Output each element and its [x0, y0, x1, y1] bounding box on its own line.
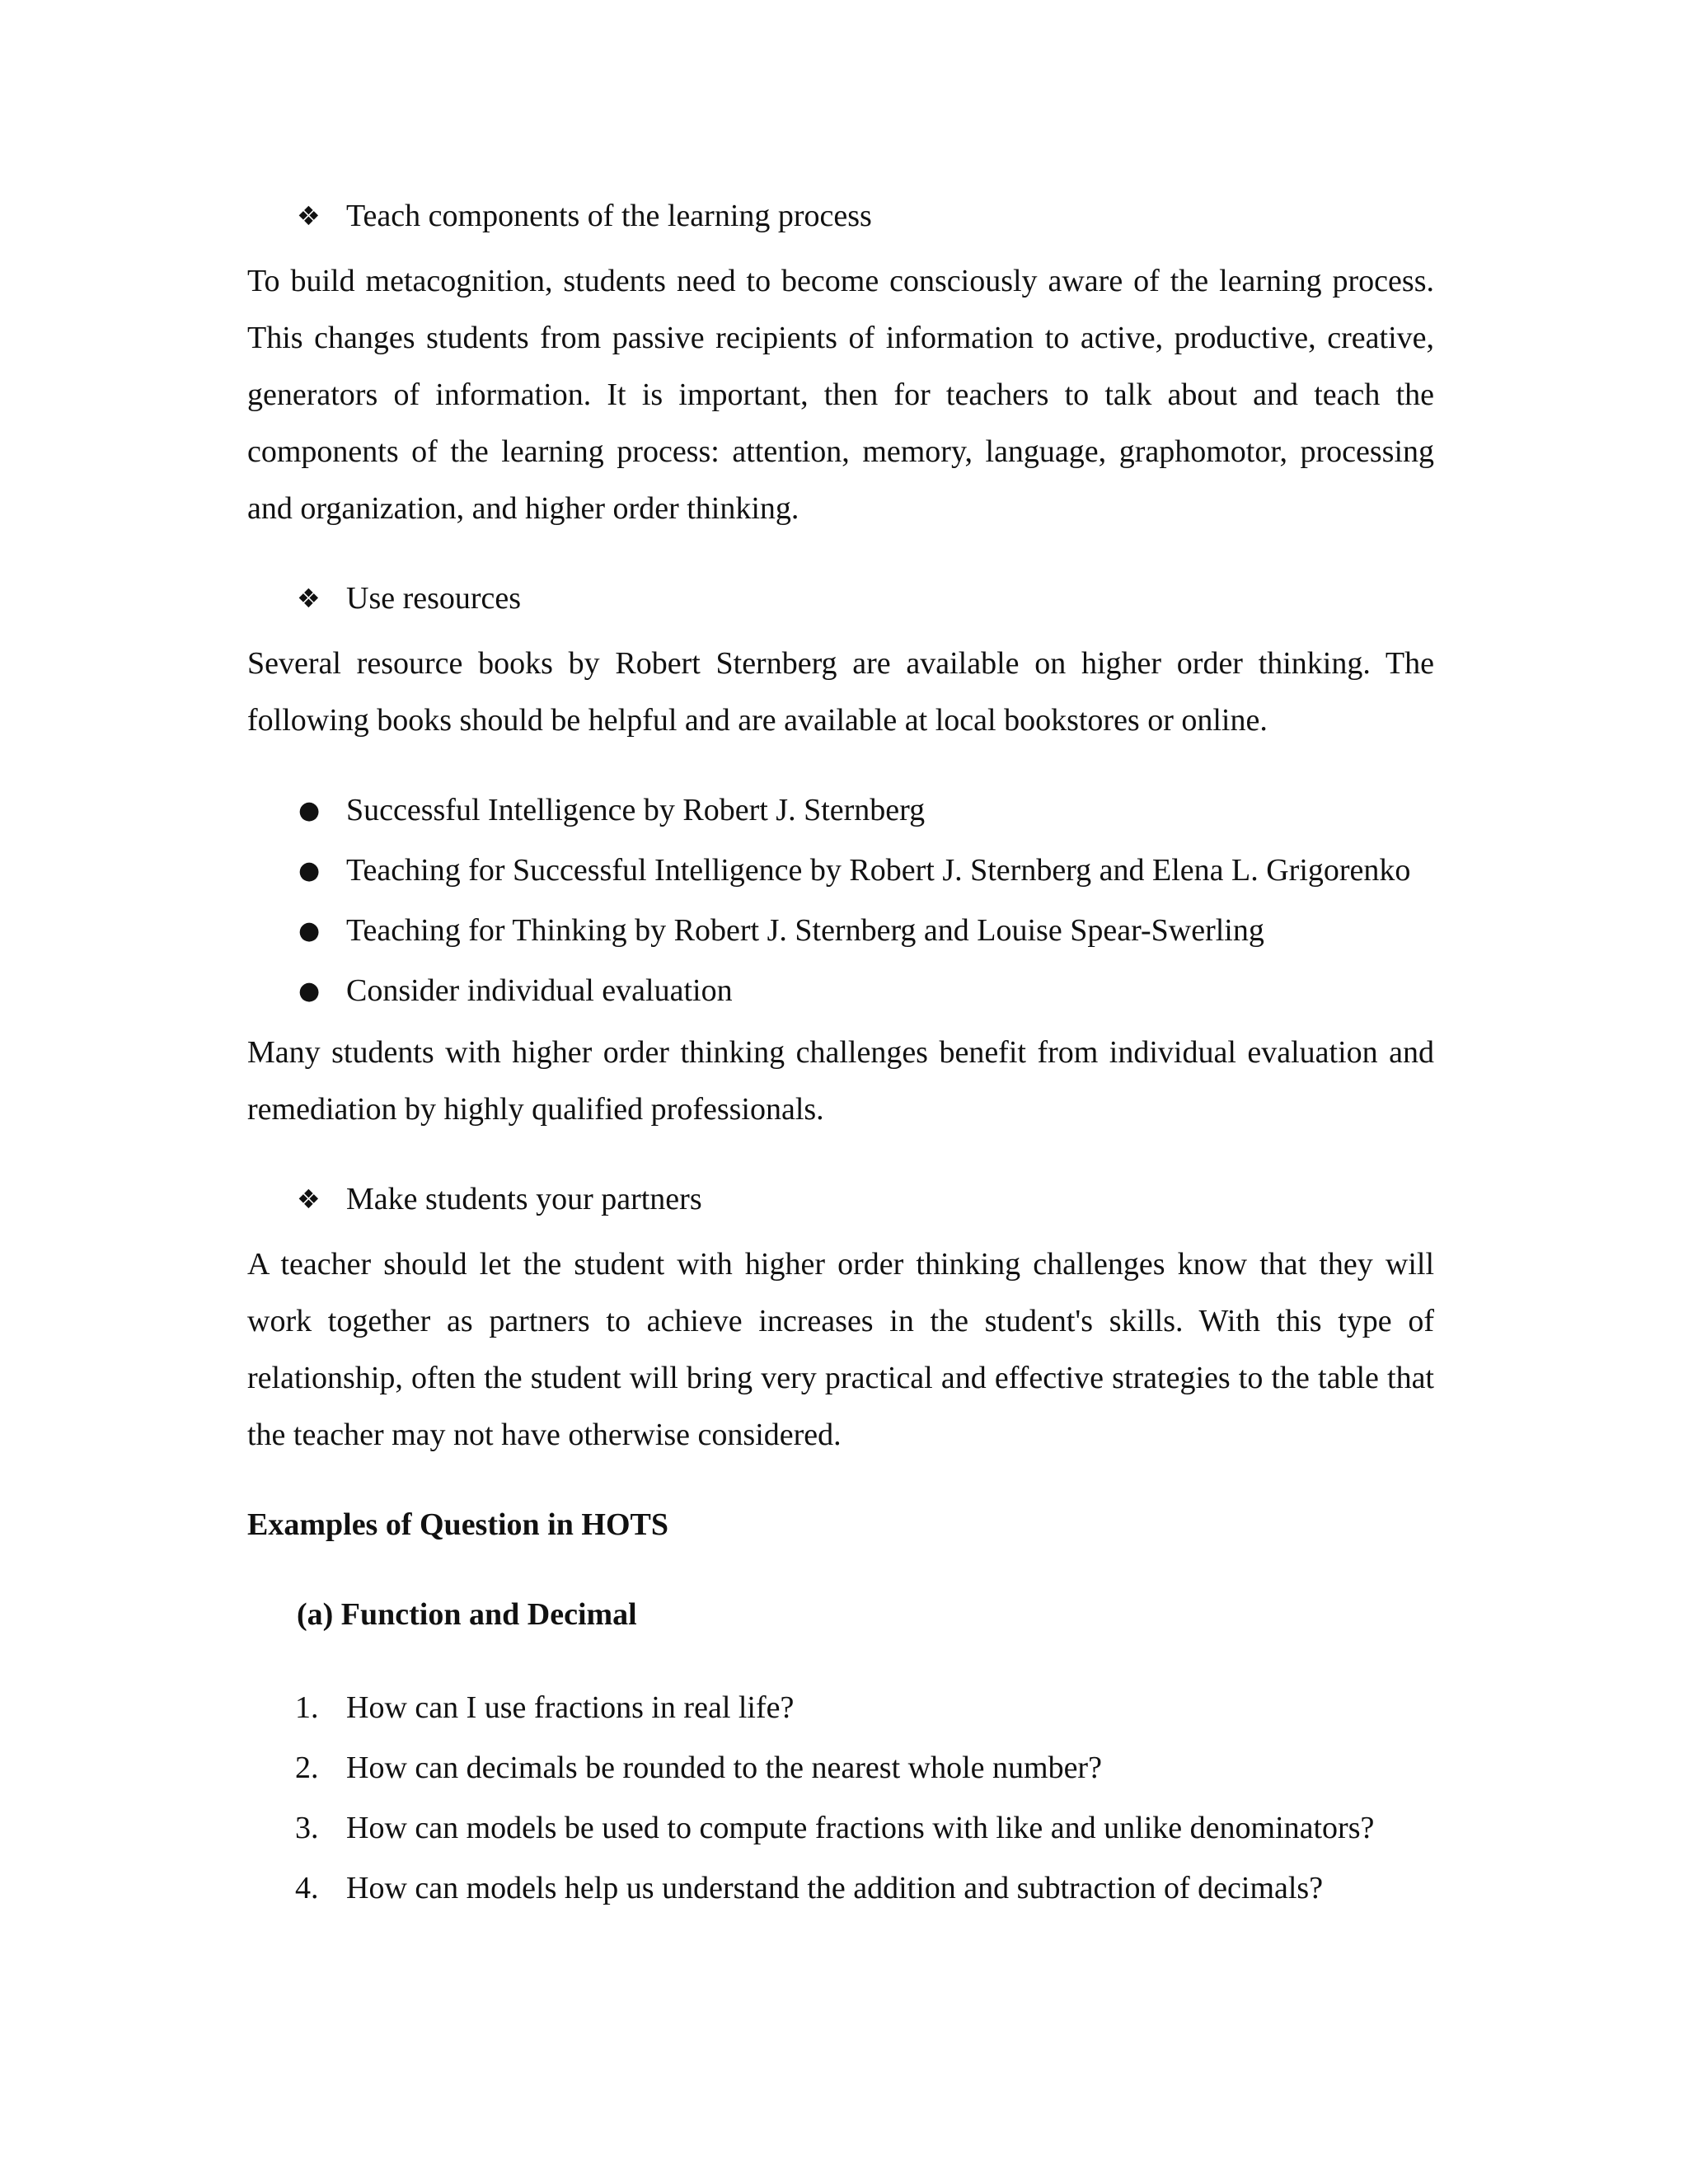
bullet-dot-icon: ●: [298, 796, 321, 825]
question-number: 4.: [295, 1871, 319, 1905]
diamond-bullet-icon: ❖: [297, 200, 321, 232]
section-heading-text: Make students your partners: [346, 1182, 702, 1216]
bullet-dot-icon: ●: [298, 856, 321, 885]
question-number: 2.: [295, 1750, 319, 1785]
section-heading-use-resources: [247, 570, 1434, 627]
list-item: ● Teaching for Thinking by Robert J. Sternberg and Louise Spear-Swerling: [247, 902, 1434, 959]
examples-subtitle: (a) Function and Decimal: [297, 1597, 637, 1632]
list-item: ● Successful Intelligence by Robert J. Sternberg: [247, 782, 1434, 839]
question-text: How can models be used to compute fractions with like and unlike denominators?: [346, 1811, 1375, 1845]
list-item: [247, 1860, 1434, 1917]
section-heading-text: Use resources: [346, 581, 522, 616]
book-list: [247, 782, 1434, 1019]
paragraph-use-resources: Several resource books by Robert Sternberg are available on higher order thinking. The following books should be helpful and are available at local bookstores or online.: [247, 646, 1434, 738]
page-content: [247, 188, 1434, 1920]
paragraph-teach-components: To build metacognition, students need to become consciously aware of the learning process. This changes students from passive recipients of information to active, productive, creative, generators of information. It is important, then for teachers to talk about and teach the components of the learning process: attention, memory, language, graphomotor, processing and organization, and higher order thinking.: [247, 264, 1434, 526]
question-text: How can models help us understand the addition and subtraction of decimals?: [346, 1871, 1324, 1905]
question-list: [247, 1680, 1434, 1917]
question-number: 3.: [295, 1811, 319, 1845]
diamond-bullet-icon: ❖: [297, 1183, 321, 1215]
question-number: 1.: [295, 1690, 319, 1725]
paragraph-make-partners: A teacher should let the student with higher order thinking challenges know that they will work together as partners to achieve increases in the student's skills. With this type of relationship, often the student will bring very practical and effective strategies to the table that the teacher may not have otherwise considered.: [247, 1247, 1434, 1452]
question-text: How can decimals be rounded to the nearest whole number?: [346, 1750, 1102, 1785]
bullet-dot-icon: ●: [298, 916, 321, 945]
list-item: [247, 1800, 1434, 1857]
list-item: ● Teaching for Successful Intelligence by Robert J. Sternberg and Elena L. Grigorenko: [247, 842, 1434, 899]
list-item: [247, 1740, 1434, 1797]
question-text: How can I use fractions in real life?: [346, 1690, 795, 1725]
paragraph-individual-evaluation: Many students with higher order thinking challenges benefit from individual evaluation and remediation by highly qualified professionals.: [247, 1035, 1434, 1127]
examples-title: Examples of Question in HOTS: [247, 1507, 668, 1542]
section-heading-make-partners: [247, 1171, 1434, 1228]
bullet-dot-icon: ●: [298, 977, 321, 1005]
diamond-bullet-icon: ❖: [297, 583, 321, 614]
list-item: [247, 1680, 1434, 1736]
section-heading-teach-components: [247, 188, 1434, 245]
list-item: ● Consider individual evaluation: [247, 963, 1434, 1019]
section-heading-text: Teach components of the learning process: [346, 199, 872, 233]
